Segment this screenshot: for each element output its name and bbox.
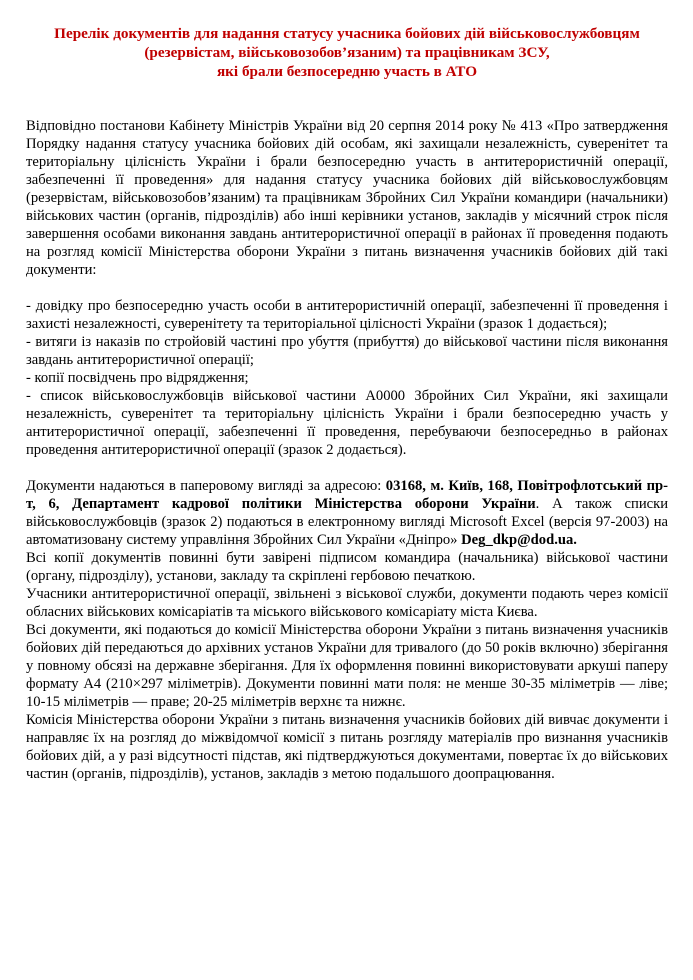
submission-email: Deg_dkp@dod.ua.: [461, 532, 577, 548]
title-line-2: (резервістам, військовозобов’язаним) та працівникам ЗСУ,: [144, 44, 550, 61]
list-item: - копії посвідчень про відрядження;: [26, 370, 249, 386]
paragraph-dismissed: Учасники антитерористичної операції, звільнені з віськової служби, документи подають через комісії обласних військових комісаріатів та міського військового комісаріату міста Києва.: [26, 586, 668, 620]
submission-prefix: Документи надаються в паперовому вигляді за адресою:: [26, 478, 386, 494]
submission-address: 03168, м. Київ, 168, Повітрофлотський пр-т, 6, Департамент кадрової політики Міністерства оборони України: [26, 478, 668, 512]
intro-paragraph: Відповідно постанови Кабінету Міністрів України від 20 серпня 2014 року № 413 «Про затвердження Порядку надання статусу учасника бойових дій особам, які захищали незалежність, суверенітет та територіальну цілісність України і брали безпосередню участь в антитерористичній операції, забезпеченні її проведення» для надання статусу учасника бойових дій військовослужбовцям (резервістам, військовозобов’язаним) та працівникам Збройних Сил України командири (начальники) військових частин (органів, підрозділів) або інші керівники установ, закладів у місячний строк після завершення особами виконання завдань антитерористичної операції в районах її проведення подають на розгляд комісії Міністерства оборони України з питань визначення учасників бойових дій такі документи:: [26, 118, 668, 278]
paragraph-commission: Комісія Міністерства оборони України з питань визначення учасників бойових дій вивчає документи і направляє їх на розгляд до міжвідомчої комісії з питань розгляду матеріалів про визнання учасників бойових дій, а у разі відсутності підстав, які підтверджуються документами, повертає їх до військових частин (органів, підрозділів), установ, закладів з метою подальшого доопрацювання.: [26, 712, 668, 782]
title-line-1: Перелік документів для надання статусу учасника бойових дій військовослужбовцям: [54, 25, 640, 42]
list-item: - витяги із наказів по стройовій частині про убуття (прибуття) до військової частини після виконання завдань антитерористичної операції;: [26, 334, 668, 368]
document-title: [26, 24, 668, 81]
paragraph-archive: Всі документи, які подаються до комісії Міністерства оборони України з питань визначення учасників бойових дій передаються до архівних установ України для тривалого (до 50 років включно) зберігання у повному обсязі на державне зберігання. Для їх оформлення повинні використовувати аркуші паперу формату А4 (210×297 міліметрів). Документи повинні мати поля: не менше 30-35 міліметрів — ліве; 10-15 міліметрів — праве; 20-25 міліметрів верхнє та нижнє.: [26, 622, 668, 710]
spacer: [26, 279, 668, 297]
documents-list: [26, 297, 668, 459]
title-line-3: які брали безпосередню участь в АТО: [216, 63, 478, 80]
submission-middle: . А також списки військовослужбовців (зразок 2) подаються в електронному вигляді Microsoft Excel (версія 97-2003) на автоматизовану систему управління Збройних Сил України «Дніпро»: [26, 496, 669, 548]
paragraph-copies: Всі копії документів повинні бути завірені підписом командира (начальника) військової частини (органу, підрозділу), установи, закладу та скріплені гербовою печаткою.: [26, 550, 668, 584]
submission-paragraph: [26, 477, 668, 549]
spacer: [26, 459, 668, 477]
list-item: - довідку про безпосередню участь особи в антитерористичній операції, забезпеченні її проведення і захисті незалежності, суверенітету та територіальної цілісності України (зразок 1 додається);: [26, 298, 668, 332]
list-item: - список військовослужбовців військової частини А0000 Збройних Сил України, які захищали незалежність, суверенітет та територіальну цілісність України і брали безпосередню участь у антитерористичної операції, забезпеченні її проведення, перебуваючи безпосередньо в районах проведення антитерористичної операції (зразок 2 додається).: [26, 388, 668, 458]
